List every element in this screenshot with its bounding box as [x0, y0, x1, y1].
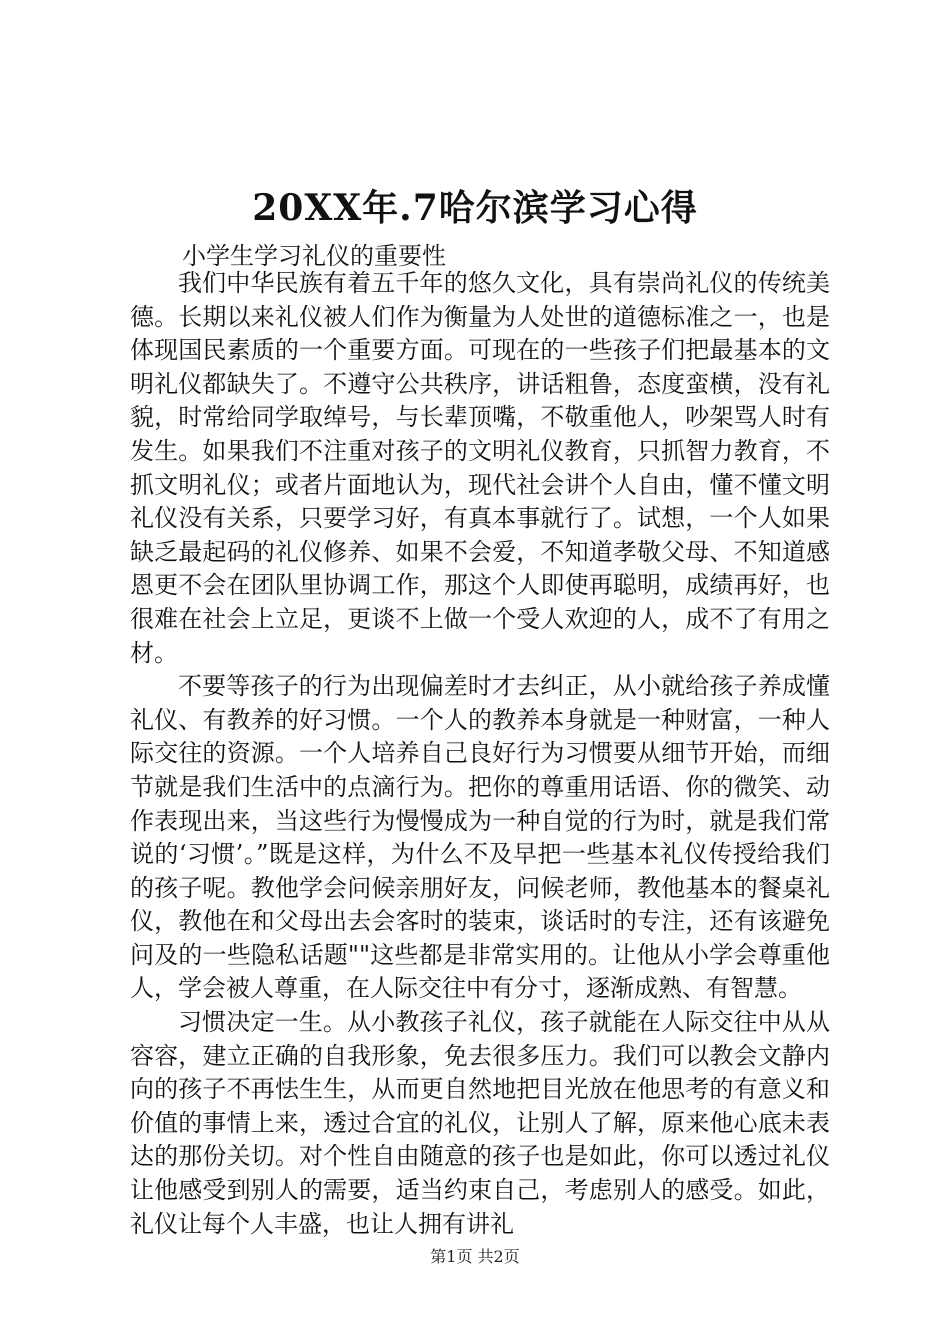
document-title: 20XX年.7哈尔滨学习心得	[252, 187, 698, 229]
paragraph: 我们中华民族有着五千年的悠久文化，具有崇尚礼仪的传统美德。长期以来礼仪被人们作为衡量为人处世的道德标准之一，也是体现国民素质的一个重要方面。可现在的一些孩子们把最基本的文明礼仪都缺失了。不遵守公共秩序，讲话粗鲁，态度蛮横，没有礼貌，时常给同学取绰号，与长辈顶嘴，不敬重他人，吵架骂人时有发生。如果我们不注重对孩子的文明礼仪教育，只抓智力教育，不抓文明礼仪；或者片面地认为，现代社会讲个人自由，懂不懂文明礼仪没有关系，只要学习好，有真本事就行了。试想，一个人如果缺乏最起码的礼仪修养、如果不会爱，不知道孝敬父母、不知道感恩更不会在团队里协调工作，那这个人即使再聪明，成绩再好，也很难在社会上立足，更谈不上做一个受人欢迎的人，成不了有用之材。	[130, 269, 830, 667]
paragraph: 习惯决定一生。从小教孩子礼仪，孩子就能在人际交往中从从容容，建立正确的自我形象，免去很多压力。我们可以教会文静内向的孩子不再怯生生，从而更自然地把目光放在他思考的有意义和价值的事情上来，透过合宜的礼仪，让别人了解，原来他心底未表达的那份关切。对个性自由随意的孩子也是如此，你可以透过礼仪让他感受到别人的需要，适当约束自己，考虑别人的感受。如此，礼仪让每个人丰盛，也让人拥有讲礼	[130, 1008, 830, 1238]
document-body	[130, 267, 830, 1241]
page-footer: 第1页 共2页	[430, 1247, 520, 1266]
paragraph: 不要等孩子的行为出现偏差时才去纠正，从小就给孩子养成懂礼仪、有教养的好习惯。一个人的教养本身就是一种财富，一种人际交往的资源。一个人培养自己良好行为习惯要从细节开始，而细节就是我们生活中的点滴行为。把你的尊重用话语、你的微笑、动作表现出来，当这些行为慢慢成为一种自觉的行为时，就是我们常说的‘习惯’。”既是这样，为什么不及早把一些基本礼仪传授给我们的孩子呢。教他学会问候亲朋好友，问候老师，教他基本的餐桌礼仪，教他在和父母出去会客时的装束，谈话时的专注，还有该避免问及的一些隐私话题""这些都是非常实用的。让他从小学会尊重他人，学会被人尊重，在人际交往中有分寸，逐渐成熟、有智慧。	[130, 672, 830, 1003]
document-subtitle: 小学生学习礼仪的重要性	[182, 242, 446, 270]
